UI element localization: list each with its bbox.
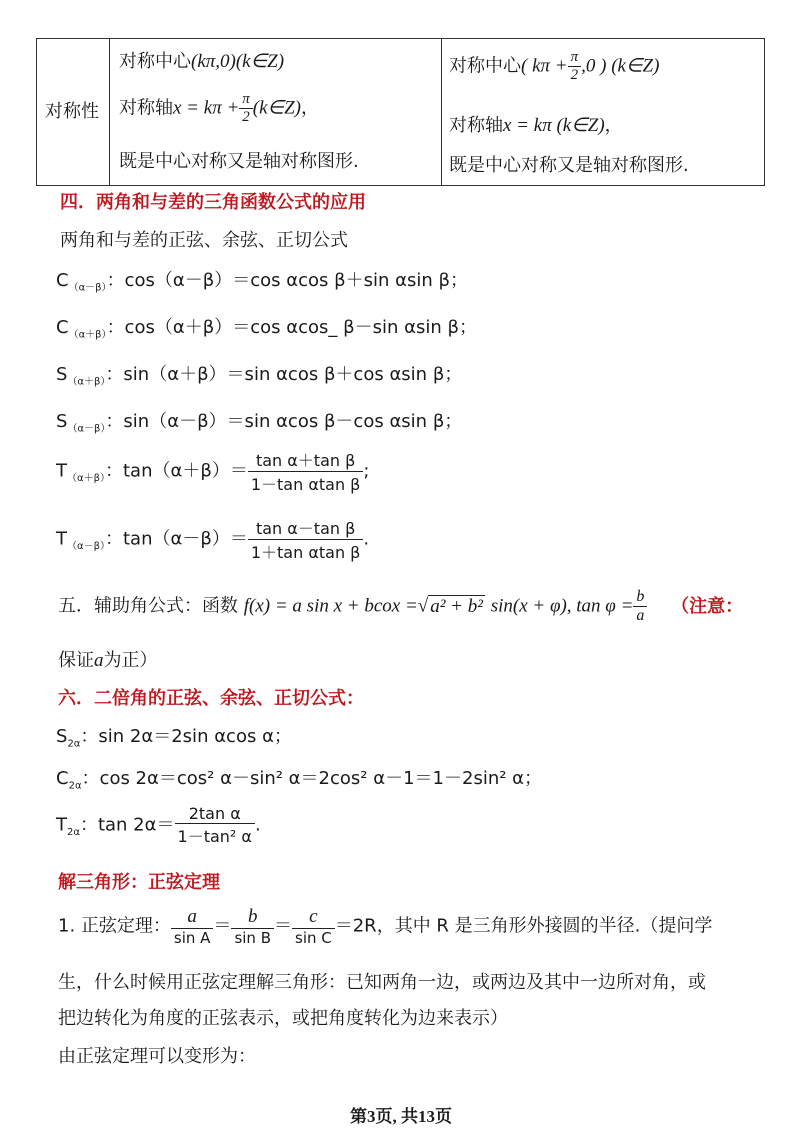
sine-law-rhs: ＝2R xyxy=(334,915,377,937)
formula-subscript: （α＋β） xyxy=(67,376,106,388)
formula-body: ：sin（α－β）＝sin αcos β－cos αsin β； xyxy=(105,411,463,432)
frac-den: sin B xyxy=(234,929,271,947)
section5-line2-a: 保证 xyxy=(58,650,94,671)
sine-law-line xyxy=(58,906,712,947)
frac-num: b xyxy=(633,588,647,607)
formula-c2a xyxy=(56,764,542,792)
aux-math-a: f(x) = a sin x + bcox = xyxy=(243,595,418,617)
cot-axis-tail: ， xyxy=(301,97,320,119)
formula-symbol: C xyxy=(56,768,69,789)
formula-subscript: 2α xyxy=(68,780,82,792)
cot-axis-math-b: (k∈Z) xyxy=(252,97,302,119)
section4-heading: 四．两角和与差的三角函数公式的应用 xyxy=(60,192,366,213)
frac-num: c xyxy=(292,906,335,929)
formula-subscript: （α－β） xyxy=(67,541,105,553)
formula-subscript: （α－β） xyxy=(67,423,106,435)
cot-center-math: (kπ,0)(k∈Z) xyxy=(191,51,285,72)
formula-symbol: T xyxy=(56,528,67,550)
frac-num: 2tan α xyxy=(175,804,255,824)
frac-num: a xyxy=(171,906,214,929)
cot-axis-label: 对称轴 xyxy=(119,97,173,119)
frac-num: π xyxy=(239,91,253,109)
section7-heading: 解三角形：正弦定理 xyxy=(58,872,220,893)
tan-axis-line xyxy=(449,111,623,137)
table-label-cell xyxy=(37,39,110,185)
formula-subscript: （α＋β） xyxy=(68,329,107,341)
cot-center-label: 对称中心 xyxy=(119,51,191,72)
formula-fraction xyxy=(175,804,255,847)
section6-heading: 六．二倍角的正弦、余弦、正切公式： xyxy=(58,688,364,709)
page-footer: 第3页, 共13页 xyxy=(350,1107,452,1126)
symmetry-table xyxy=(36,38,765,186)
section5-line2 xyxy=(58,646,158,672)
section4-subtitle: 两角和与差的正弦、余弦、正切公式 xyxy=(60,230,348,251)
formula-body: ：cos（α＋β）＝cos αcos_ β－sin αsin β； xyxy=(106,317,477,338)
formula-s-plus xyxy=(56,360,462,388)
frac-den: a xyxy=(636,607,645,624)
tan-axis-tail: ， xyxy=(604,115,623,136)
cot-axis-frac xyxy=(239,91,253,126)
formula-symbol: S xyxy=(56,726,68,747)
tan-center-frac xyxy=(568,49,582,84)
formula-symbol: S xyxy=(56,364,68,385)
formula-body: ：sin（α＋β）＝sin αcos β＋cos αsin β； xyxy=(105,364,463,385)
sine-law-line4: 由正弦定理可以变形为： xyxy=(58,1046,256,1067)
formula-tail: ; xyxy=(363,460,370,482)
frac-num: b xyxy=(231,906,274,929)
tan-axis-label: 对称轴 xyxy=(449,115,503,136)
formula-c-plus xyxy=(56,313,477,341)
formula-tail: . xyxy=(363,528,370,550)
aux-frac xyxy=(633,588,647,625)
formula-lhs: ：tan（α－β）＝ xyxy=(104,528,248,550)
sqrt-body: a² + b² xyxy=(430,595,483,617)
frac-num: tan α＋tan β xyxy=(248,448,364,472)
tan-center-math-b: ,0 ) (k∈Z) xyxy=(581,55,660,77)
cot-axis-line xyxy=(119,91,319,126)
formula-t-plus xyxy=(56,448,369,495)
sine-law-line2: 生，什么时候用正弦定理解三角形：已知两角一边，或两边及其中一边所对角，或 xyxy=(58,972,706,993)
frac-den: 1－tan αtan β xyxy=(250,475,361,494)
frac-a-sinA xyxy=(171,906,214,947)
frac-num: tan α－tan β xyxy=(248,516,364,540)
note-label: （注意： xyxy=(671,595,744,617)
tan-axis-math: x = kπ (k∈Z) xyxy=(503,115,605,136)
frac-c-sinC xyxy=(292,906,335,947)
section5-label: 五．辅助角公式：函数 xyxy=(58,595,238,617)
equals-sign: ＝ xyxy=(274,915,292,937)
frac-den: 1－tan² α xyxy=(177,827,252,846)
sine-law-tail: ，其中 R 是三角形外接圆的半径.（提问学 xyxy=(376,915,713,937)
formula-symbol: C xyxy=(56,270,69,291)
section5-var: a xyxy=(94,650,104,671)
cot-note: 既是中心对称又是轴对称图形. xyxy=(119,151,359,172)
frac-den: 2 xyxy=(570,67,579,83)
frac-den: 1＋tan αtan β xyxy=(250,543,361,562)
formula-lhs: ：tan 2α＝ xyxy=(79,814,175,836)
formula-subscript: 2α xyxy=(67,738,81,750)
formula-symbol: T xyxy=(56,814,67,836)
formula-subscript: （α＋β） xyxy=(67,473,105,485)
aux-math-b: sin(x + φ), tan φ = xyxy=(490,595,634,617)
formula-fraction xyxy=(248,448,364,495)
formula-subscript: 2α xyxy=(67,827,80,839)
formula-symbol: C xyxy=(56,317,69,338)
formula-symbol: S xyxy=(56,411,68,432)
formula-body: ：cos 2α＝cos² α－sin² α＝2cos² α－1＝1－2sin² α； xyxy=(81,768,543,789)
tan-note: 既是中心对称又是轴对称图形. xyxy=(449,155,689,176)
formula-t2a xyxy=(56,804,261,847)
formula-symbol: T xyxy=(56,460,67,482)
formula-subscript: （α－β） xyxy=(68,282,107,294)
section5-line2-b: 为正） xyxy=(103,650,158,671)
frac-b-sinB xyxy=(231,906,274,947)
row-label: 对称性 xyxy=(45,101,99,122)
frac-den: sin A xyxy=(173,929,211,947)
formula-body: ：cos（α－β）＝cos αcos β＋sin αsin β； xyxy=(106,270,468,291)
frac-den: 2 xyxy=(242,109,250,125)
tan-center-label: 对称中心 xyxy=(449,55,521,77)
formula-fraction xyxy=(248,516,364,563)
equals-sign: ＝ xyxy=(213,915,232,937)
formula-c-minus xyxy=(56,266,468,294)
formula-body: ：sin 2α＝2sin αcos α； xyxy=(80,726,292,747)
section5-line xyxy=(58,588,743,625)
formula-t-minus xyxy=(56,516,369,563)
tan-center-line xyxy=(449,49,659,84)
sqrt-symbol: √ xyxy=(417,595,429,617)
frac-den: sin C xyxy=(295,929,332,947)
formula-lhs: ：tan（α＋β）＝ xyxy=(104,460,248,482)
formula-tail: . xyxy=(254,814,261,836)
cot-center-line xyxy=(119,47,284,73)
formula-s2a xyxy=(56,722,292,750)
frac-num: π xyxy=(568,49,582,67)
table-divider xyxy=(441,39,442,185)
cot-axis-math-a: x = kπ + xyxy=(173,97,240,119)
tan-center-math-a: ( kπ + xyxy=(521,55,568,77)
formula-s-minus xyxy=(56,407,462,435)
sine-law-prefix: 1. 正弦定理： xyxy=(58,915,171,937)
sine-law-line3: 把边转化为角度的正弦表示，或把角度转化为边来表示） xyxy=(58,1008,508,1029)
